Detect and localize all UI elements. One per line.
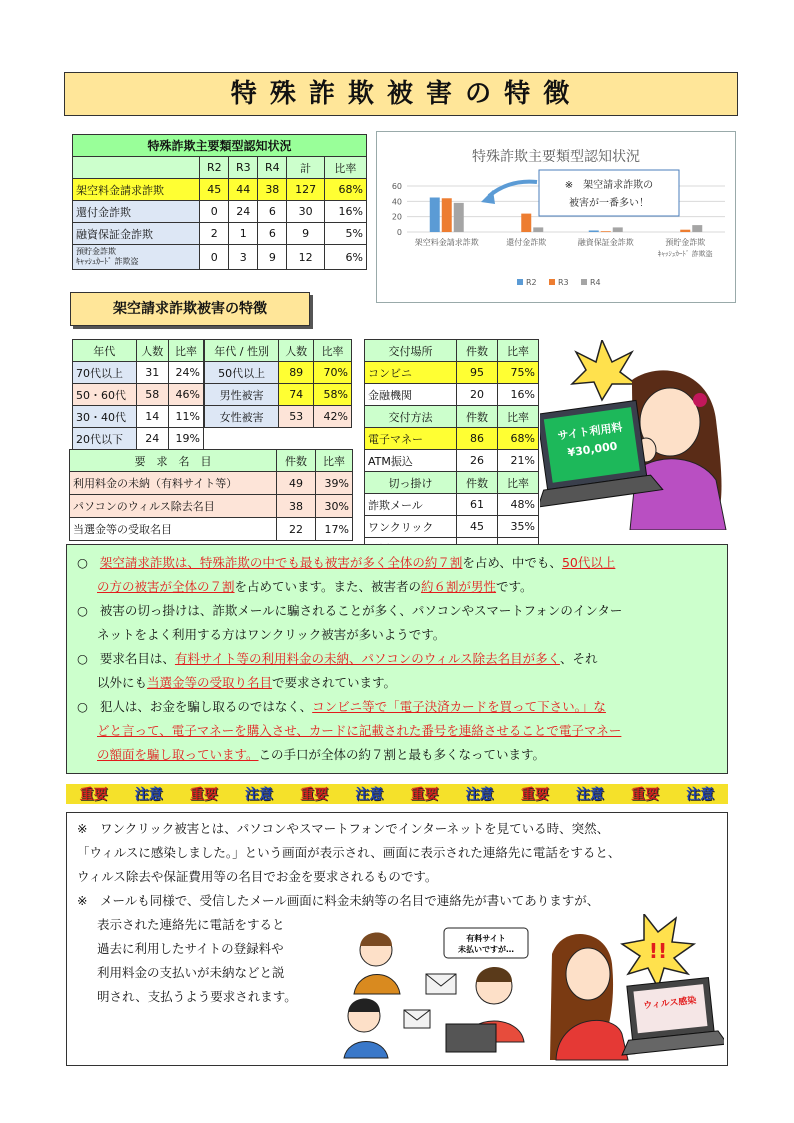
annotation-text: ※ 架空請求詐欺の (564, 180, 654, 191)
cell: 70% (314, 362, 352, 384)
table-row (70, 518, 353, 541)
annotation-text: 被害が一番多い！ (569, 198, 649, 209)
cell: 68% (498, 428, 539, 450)
person-body (344, 1042, 388, 1059)
legend-label: R3 (558, 278, 569, 287)
type-header-r4: R4 (258, 157, 287, 179)
bullet: ○ (77, 699, 88, 714)
section-heading: 架空請求詐欺被害の特徴 (113, 301, 267, 317)
cell: 詐欺メール (365, 494, 457, 516)
cell: 46% (168, 384, 203, 406)
cell: 45 (200, 179, 229, 201)
gender-header: 年代 / 性別 (205, 340, 279, 362)
woman-laptop-illustration (540, 340, 730, 530)
chart-title: 特殊詐欺主要類型認知状況 (472, 149, 640, 165)
cell: 利用料金の未納（有料サイト等） (70, 472, 277, 495)
summary-p1 (77, 551, 717, 575)
text: で要求されています。 (272, 675, 397, 690)
cell: 70代以上 (73, 362, 137, 384)
table-row (205, 406, 352, 428)
delivery-header: 比率 (498, 340, 539, 362)
cell: 53 (279, 406, 314, 428)
cell: 75% (498, 362, 539, 384)
banner-caution: 注意 (245, 787, 274, 803)
bar-r3 (521, 214, 531, 232)
cell: 20代以下 (73, 428, 137, 450)
legend-swatch (549, 279, 555, 285)
cell: 17% (316, 518, 353, 541)
cell: 電子マネー (365, 428, 457, 450)
highlight-text: 架空請求詐欺は、特殊詐欺の中でも最も被害が多く全体の約７割 (99, 555, 463, 570)
cell: 49 (277, 472, 316, 495)
age-table (72, 339, 204, 450)
text: 以外にも (97, 675, 148, 690)
table-row (73, 406, 204, 428)
banner-important: 重要 (520, 787, 549, 803)
summary-p3-cont (77, 671, 717, 695)
cell: 当選金等の受取名目 (70, 518, 277, 541)
type-row-label: 融資保証金詐欺 (73, 223, 200, 245)
cell: 24 (136, 428, 168, 450)
annotation-arrow (489, 182, 537, 196)
payment-table (364, 339, 539, 560)
person-hair (348, 999, 380, 1013)
table-row (70, 495, 353, 518)
summary-p4-cont (77, 719, 717, 743)
type-header-blank (73, 157, 200, 179)
text: 要求名目は、 (99, 651, 175, 666)
cell: 22 (277, 518, 316, 541)
note-line: ※ ワンクリック被害とは、パソコンやスマートフォンでインターネットを見ている時、突然、 (77, 821, 610, 836)
cell: 50・60代 (73, 384, 137, 406)
cell: 6 (258, 223, 287, 245)
y-tick-label: 0 (396, 228, 402, 237)
highlight-text: 50代以上 (561, 555, 616, 570)
cell: 14 (136, 406, 168, 428)
bar-r4 (692, 225, 702, 232)
table-row (365, 362, 539, 384)
label-line: ｷｬｯｼｭｶｰﾄﾞ 詐欺盗 (76, 257, 139, 266)
face-shape (566, 948, 610, 1000)
y-tick-label: 40 (391, 197, 402, 207)
screen-text-line1: サイト利用料 (556, 420, 624, 443)
type-table (72, 134, 367, 270)
cell: 1 (229, 223, 258, 245)
cell: 12 (287, 245, 325, 270)
legend-label: R2 (526, 278, 537, 287)
text: を占めています。また、被害者の (234, 579, 422, 594)
cell: 男性被害 (205, 384, 279, 406)
demand-header: 要 求 名 目 (70, 450, 277, 472)
table-row (205, 362, 352, 384)
summary-p3 (77, 647, 717, 671)
warning-banner (66, 784, 728, 804)
hair-bow-icon (693, 393, 707, 407)
legend-label: R4 (590, 278, 601, 287)
cell: 39% (316, 472, 353, 495)
cell: 74 (279, 384, 314, 406)
banner-caution: 注意 (686, 787, 715, 803)
cell: 68% (324, 179, 366, 201)
cell: 16% (324, 201, 366, 223)
cell: 16% (498, 384, 539, 406)
note-line: 表示された連絡先に電話をすると (97, 917, 285, 932)
table-row (365, 450, 539, 472)
cell: 26 (457, 450, 498, 472)
bar-r4 (454, 203, 464, 232)
table-row (73, 362, 204, 384)
banner-caution: 注意 (465, 787, 494, 803)
trigger-header: 比率 (498, 472, 539, 494)
cell: 11% (168, 406, 203, 428)
type-header-r3: R3 (229, 157, 258, 179)
summary-p2-cont (77, 623, 717, 647)
table-row (365, 428, 539, 450)
banner-important: 重要 (410, 787, 439, 803)
cell: 19% (168, 428, 203, 450)
table-row (73, 179, 367, 201)
summary-p4 (77, 695, 717, 719)
banner-important: 重要 (189, 787, 218, 803)
cell: 127 (287, 179, 325, 201)
gender-table (204, 339, 352, 428)
person-body (354, 975, 400, 995)
screen-text: ウィルス感染 (642, 995, 697, 1012)
exclamation-icon: !! (648, 939, 668, 963)
bubble-text-line2: 未払いですが… (458, 945, 514, 954)
type-header-rate: 比率 (324, 157, 366, 179)
text: 犯人は、お金を騙し取るのではなく、 (99, 699, 313, 714)
cell: 58 (136, 384, 168, 406)
table-row (73, 223, 367, 245)
age-header: 比率 (168, 340, 203, 362)
gender-header: 比率 (314, 340, 352, 362)
demand-table (69, 449, 353, 541)
table-row (365, 516, 539, 538)
highlight-text: 当選金等の受取り名目 (147, 675, 273, 690)
text: です。 (496, 579, 533, 594)
note-line: 利用料金の支払いが未納などと説 (97, 965, 285, 980)
x-tick-label: 預貯金詐欺 (665, 238, 706, 247)
label-line: 預貯金詐欺 (76, 247, 116, 256)
cell: 24% (168, 362, 203, 384)
cell: 2 (200, 223, 229, 245)
bar-chart (377, 132, 735, 302)
cell: 6% (324, 245, 366, 270)
highlight-text: コンビニ等で「電子決済カードを買って下さい。」な (312, 699, 606, 714)
cell: 30% (316, 495, 353, 518)
cell: 50代以上 (205, 362, 279, 384)
table-row (205, 384, 352, 406)
bullet: ○ (77, 555, 88, 570)
cell: 6 (258, 201, 287, 223)
cell: コンビニ (365, 362, 457, 384)
virus-warning-illustration (548, 914, 724, 1062)
note-line: 明され、支払うよう要求されます。 (97, 989, 297, 1004)
text: を占め、中でも、 (462, 555, 562, 570)
method-header: 交付方法 (365, 406, 457, 428)
type-row-label (73, 245, 200, 270)
cell: 31 (136, 362, 168, 384)
banner-caution: 注意 (575, 787, 604, 803)
summary-p1-cont (77, 575, 717, 599)
highlight-text: どと言って、電子マネーを購入させ、カードに記載された番号を連絡させることで電子マネー (97, 723, 622, 738)
delivery-header: 件数 (457, 340, 498, 362)
x-tick-label: 融資保証金詐欺 (577, 238, 634, 247)
table-row (70, 472, 353, 495)
cell: パソコンのウィルス除去名目 (70, 495, 277, 518)
delivery-header: 交付場所 (365, 340, 457, 362)
page-title: 特 殊 詐 欺 被 害 の 特 徴 (230, 79, 572, 109)
laptop-icon (446, 1024, 496, 1052)
text: ネットをよく利用する方はワンクリック被害が多いようです。 (97, 627, 446, 642)
age-header: 年代 (73, 340, 137, 362)
person-hair (476, 967, 512, 982)
highlight-text: 約６割が男性 (421, 579, 497, 594)
highlight-text: の額面を騙し取っています。 (97, 747, 259, 762)
text: 、それ (559, 651, 598, 666)
method-header: 件数 (457, 406, 498, 428)
table-row (365, 384, 539, 406)
banner-important: 重要 (631, 787, 660, 803)
bar-r3 (680, 230, 690, 232)
note-line: ※ メールも同様で、受信したメール画面に料金未納等の名目で連絡先が書いてありますが、 (77, 893, 600, 908)
cell: 42% (314, 406, 352, 428)
cell: 24 (229, 201, 258, 223)
table-row (73, 245, 367, 270)
type-header-r2: R2 (200, 157, 229, 179)
highlight-text: の方の被害が全体の７割 (97, 579, 235, 594)
text: この手口が全体の約７割と最も多くなっています。 (258, 747, 546, 762)
cell: 5% (324, 223, 366, 245)
y-tick-label: 20 (391, 212, 402, 222)
type-table-caption: 特殊詐欺主要類型認知状況 (73, 135, 367, 157)
laptop-icon (615, 976, 724, 1055)
cell: 金融機関 (365, 384, 457, 406)
table-row (365, 494, 539, 516)
summary-p4-cont2 (77, 743, 717, 767)
type-row-label: 架空料金請求詐欺 (73, 179, 200, 201)
annotation-arrowhead (481, 190, 495, 204)
title-banner (64, 72, 738, 116)
cell: 30 (287, 201, 325, 223)
bubble-text-line1: 有料サイト (466, 934, 506, 943)
cell: 95 (457, 362, 498, 384)
cell: 20 (457, 384, 498, 406)
cell: 38 (258, 179, 287, 201)
bar-r4 (613, 227, 623, 232)
bullet: ○ (77, 603, 88, 618)
bar-r3 (601, 231, 611, 232)
trigger-header: 切っ掛け (365, 472, 457, 494)
banner-important: 重要 (79, 787, 108, 803)
x-tick-label: 還付金詐欺 (506, 238, 547, 247)
highlight-text: 有料サイト等の利用料金の未納、パソコンのウィルス除去名目が多く (174, 651, 560, 666)
cell: 45 (457, 516, 498, 538)
summary-box (66, 544, 728, 774)
screen-text-line2: ¥30,000 (566, 439, 619, 460)
note-line: 過去に利用したサイトの登録料や (97, 941, 284, 956)
age-header: 人数 (136, 340, 168, 362)
section-heading-box (70, 292, 310, 326)
demand-header: 件数 (277, 450, 316, 472)
cell: 38 (277, 495, 316, 518)
shock-mark-icon (572, 340, 636, 400)
bullet: ○ (77, 651, 88, 666)
note-line: 「ウィルスに感染しました。」という画面が表示され、画面に表示された連絡先に電話をすると、 (77, 845, 621, 860)
type-row-label: 還付金詐欺 (73, 201, 200, 223)
cell: 0 (200, 201, 229, 223)
cell: 21% (498, 450, 539, 472)
legend-swatch (517, 279, 523, 285)
gender-header: 人数 (279, 340, 314, 362)
bar-r4 (533, 227, 543, 232)
table-row (73, 384, 204, 406)
note-line: ウィルス除去や保証費用等の名目でお金を要求されるものです。 (77, 869, 438, 884)
person-hair (360, 933, 392, 947)
table-row (73, 201, 367, 223)
cell: 3 (229, 245, 258, 270)
cell: ワンクリック (365, 516, 457, 538)
cell: 48% (498, 494, 539, 516)
banner-caution: 注意 (134, 787, 163, 803)
trigger-header: 件数 (457, 472, 498, 494)
y-tick-label: 60 (391, 182, 402, 191)
phone-users-illustration (334, 924, 534, 1060)
cell: 30・40代 (73, 406, 137, 428)
demand-header: 比率 (316, 450, 353, 472)
annotation-box (539, 170, 679, 216)
legend-swatch (581, 279, 587, 285)
cell: 58% (314, 384, 352, 406)
summary-p2 (77, 599, 717, 623)
cell: 9 (258, 245, 287, 270)
cell: 女性被害 (205, 406, 279, 428)
x-tick-label: 架空料金請求詐欺 (414, 238, 479, 247)
method-header: 比率 (498, 406, 539, 428)
x-tick-sublabel: ｷｬｯｼｭｶｰﾄﾞ 詐欺盗 (657, 250, 713, 258)
table-row (73, 428, 204, 450)
cell: 35% (498, 516, 539, 538)
cell: 9 (287, 223, 325, 245)
bar-r3 (442, 198, 452, 232)
type-header-sum: 計 (287, 157, 325, 179)
cell: 0 (200, 245, 229, 270)
chart-frame (376, 131, 736, 303)
text: 被害の切っ掛けは、詐欺メールに騙されることが多く、パソコンやスマートフォンのインター (99, 603, 623, 618)
cell: 89 (279, 362, 314, 384)
banner-important: 重要 (300, 787, 329, 803)
cell: ATM振込 (365, 450, 457, 472)
cell: 61 (457, 494, 498, 516)
banner-caution: 注意 (355, 787, 384, 803)
bar-r2 (589, 230, 599, 232)
bar-r2 (430, 198, 440, 233)
cell: 44 (229, 179, 258, 201)
cell: 86 (457, 428, 498, 450)
